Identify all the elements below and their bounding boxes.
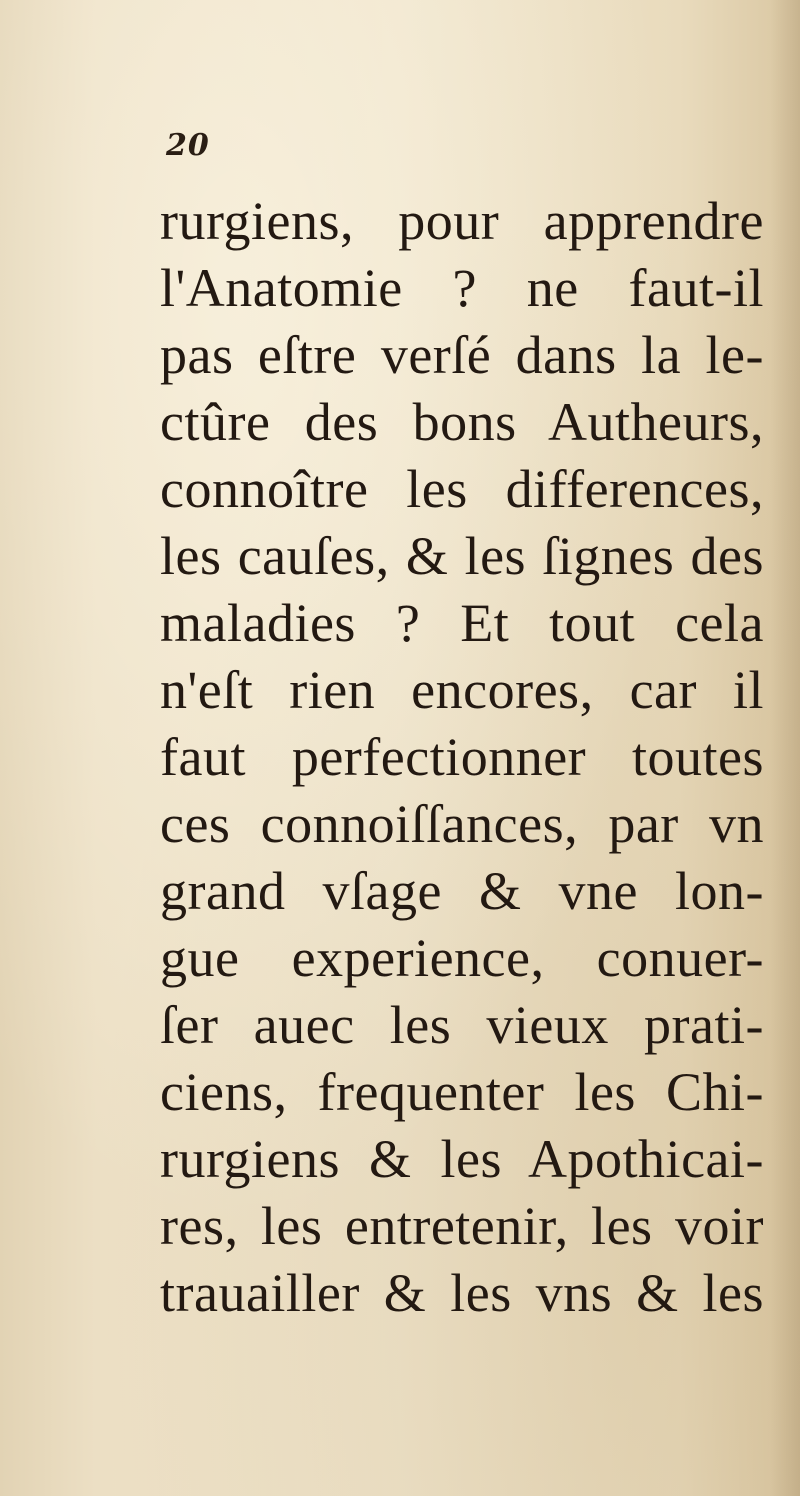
text-line: maladies ? Et tout cela	[160, 593, 764, 653]
text-line: grand vſage & vne lon-	[160, 861, 764, 921]
text-line: n'eſt rien encores, car il	[160, 660, 764, 720]
text-line: trauailler & les vns & les	[160, 1263, 764, 1323]
text-line: ces connoiſſances, par vn	[160, 794, 764, 854]
text-line: ciens, frequenter les Chi-	[160, 1062, 764, 1122]
text-line: ſer auec les vieux prati-	[160, 995, 764, 1055]
text-line: rurgiens, pour apprendre	[160, 191, 764, 251]
text-line: l'Anatomie ? ne faut-il	[160, 258, 764, 318]
page-number: 20	[166, 128, 210, 163]
text-line: faut perfectionner toutes	[160, 727, 764, 787]
text-line: connoître les differences,	[160, 459, 764, 519]
page-edge-shadow	[770, 0, 800, 1496]
text-line: pas eſtre verſé dans la le-	[160, 325, 764, 385]
text-line: ctûre des bons Autheurs,	[160, 392, 764, 452]
text-line: res, les entretenir, les voir	[160, 1196, 764, 1256]
text-line: les cauſes, & les ſignes des	[160, 526, 764, 586]
text-line: rurgiens & les Apothicai-	[160, 1129, 764, 1189]
text-line: gue experience, conuer-	[160, 928, 764, 988]
